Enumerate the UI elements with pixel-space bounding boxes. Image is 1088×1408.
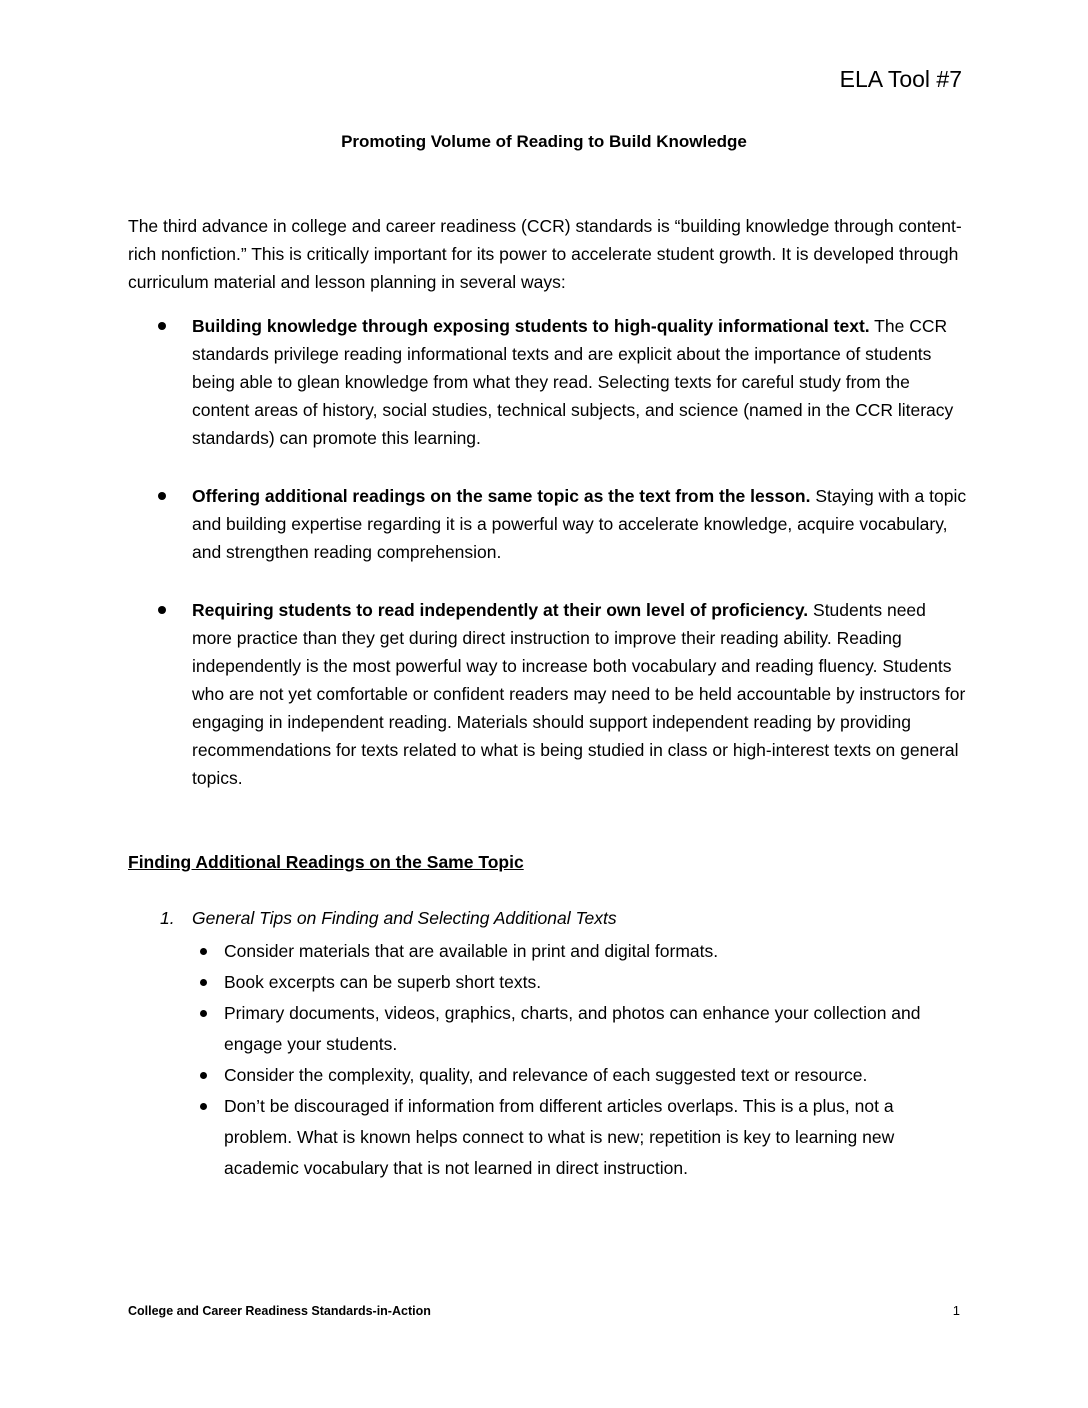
bullet-icon [200,979,207,986]
key-points-list [128,312,968,822]
tip-text: Book excerpts can be superb short texts. [224,972,542,992]
tip-text: Primary documents, videos, graphics, charts, and photos can enhance your collection and engage your students. [224,1003,921,1054]
bullet-icon [158,322,166,330]
numbered-item-heading [160,904,960,932]
list-item-lead: Requiring students to read independently at their own level of proficiency. [192,600,809,620]
bullet-icon [158,606,166,614]
tip-text: Consider materials that are available in print and digital formats. [224,941,719,961]
bullet-icon [200,1072,207,1079]
list-item-lead: Building knowledge through exposing students to high-quality informational text. [192,316,870,336]
list-item [128,312,968,452]
bullet-icon [200,1010,207,1017]
tool-label: ELA Tool #7 [839,66,962,92]
list-item [160,1091,960,1184]
footer-text: College and Career Readiness Standards-in-Action [128,1304,431,1318]
tips-list [160,936,960,1184]
item-number: 1. [160,908,175,928]
list-item [160,936,960,967]
page-number: 1 [952,1303,960,1318]
list-item [128,596,968,792]
list-item-body: Students need more practice than they get during direct instruction to improve their reading ability. Reading independently is the most powerful way to increase both vocabulary and reading fluency. Students who are not yet comfortable or confident readers may need to be held accountable by instructors for engaging in independent reading. Materials should support independent reading by providing recommendations for texts related to what is being studied in class or high-interest texts on general topics. [192,600,966,788]
list-item-body: The CCR standards privilege reading informational texts and are explicit about the importance of students being able to glean knowledge from what they read. Selecting texts for careful study from the content areas of history, social studies, technical subjects, and science (named in the CCR literacy standards) can promote this learning. [192,316,954,448]
numbered-section [160,904,960,1184]
page-title: Promoting Volume of Reading to Build Knowledge [341,132,747,151]
item-title: General Tips on Finding and Selecting Additional Texts [192,908,617,928]
bullet-icon [158,492,166,500]
bullet-icon [200,1103,207,1110]
list-item [128,482,968,566]
tip-text: Consider the complexity, quality, and relevance of each suggested text or resource. [224,1065,868,1085]
intro-paragraph: The third advance in college and career readiness (CCR) standards is “building knowledge through content-rich nonfiction.” This is critically important for its power to accelerate student growth. It is developed through curriculum material and lesson planning in several ways: [128,216,962,292]
list-item [160,967,960,998]
list-item [160,998,960,1060]
tip-text: Don’t be discouraged if information from different articles overlaps. This is a plus, not a problem. What is known helps connect to what is new; repetition is key to learning new academic vocabulary that is not learned in direct instruction. [224,1096,895,1178]
list-item-lead: Offering additional readings on the same topic as the text from the lesson. [192,486,811,506]
bullet-icon [200,948,207,955]
section-heading: Finding Additional Readings on the Same Topic [128,852,524,872]
list-item-body: Staying with a topic and building expertise regarding it is a powerful way to accelerate knowledge, acquire vocabulary, and strengthen reading comprehension. [192,486,967,562]
list-item [160,1060,960,1091]
